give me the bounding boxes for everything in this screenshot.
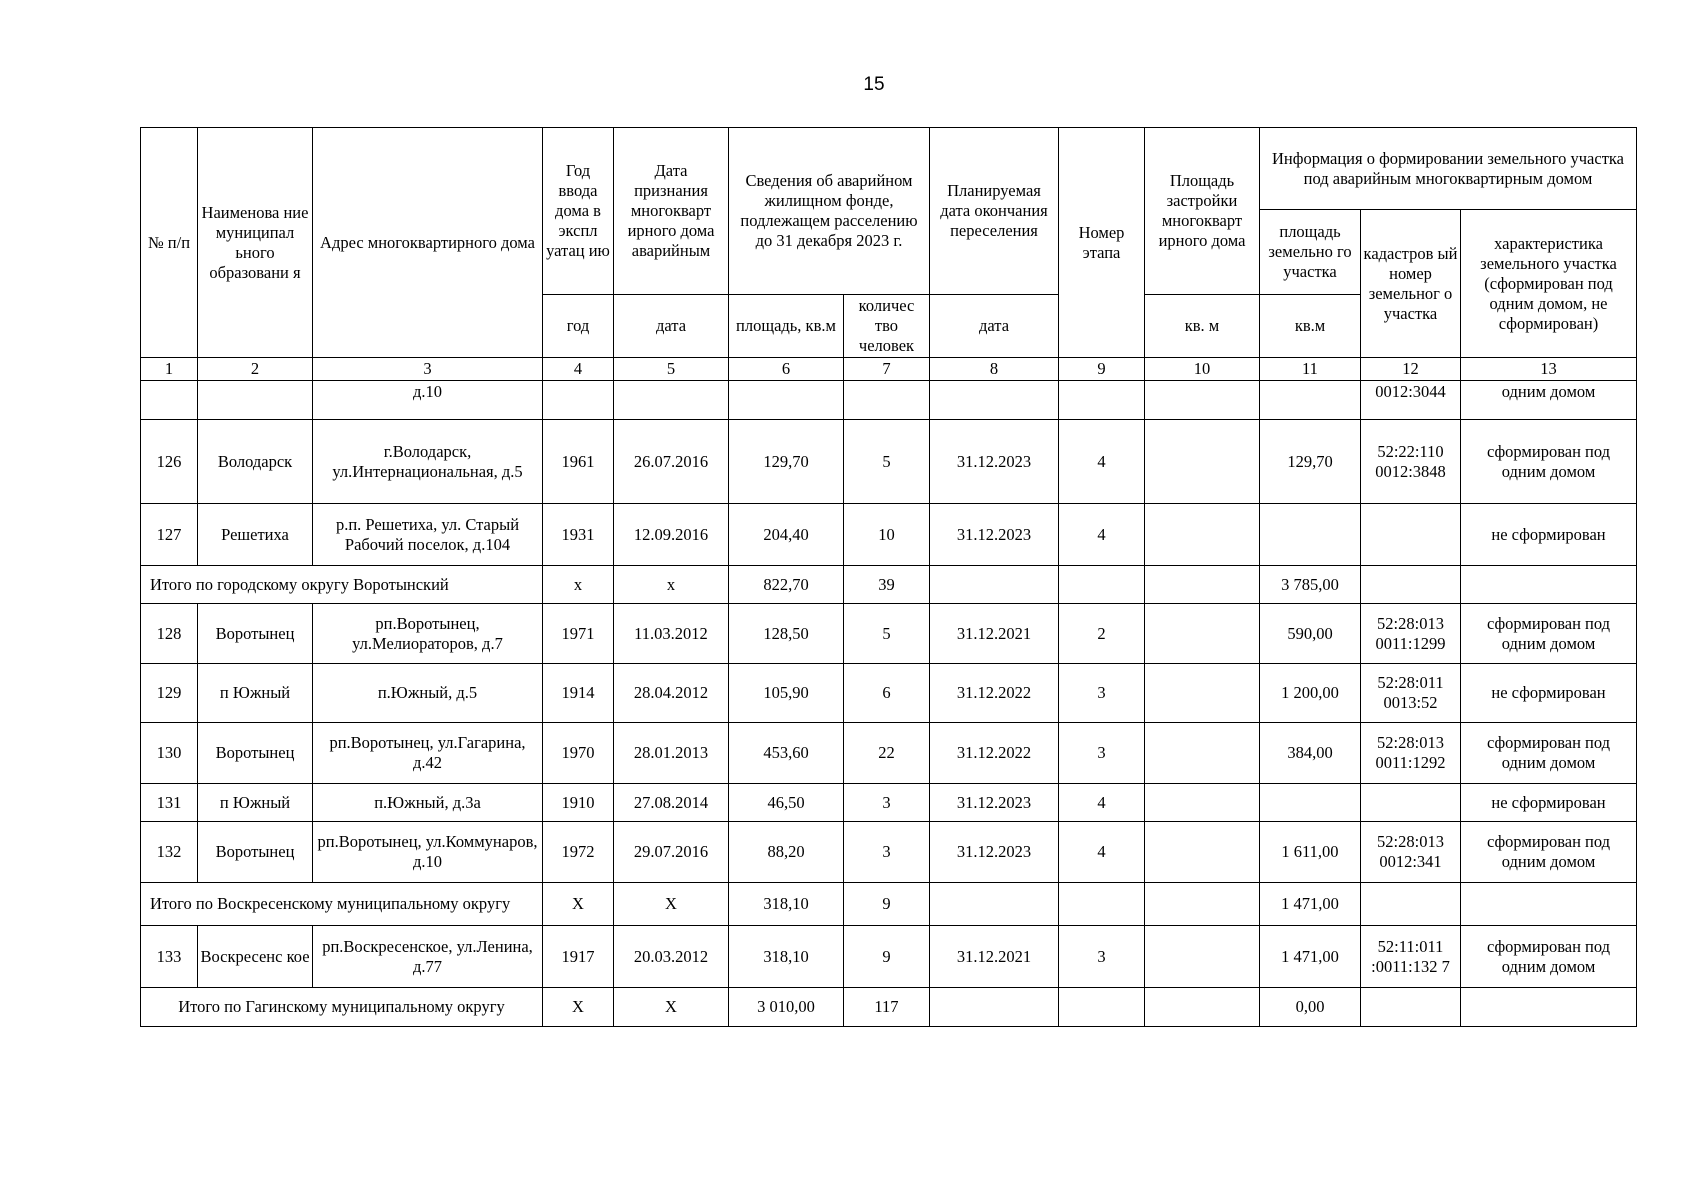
header-cell: площадь земельно го участка <box>1260 210 1361 295</box>
table-cell <box>1145 504 1260 566</box>
table-cell <box>930 988 1059 1027</box>
table-cell: рп.Воротынец, ул.Гагарина, д.42 <box>313 723 543 784</box>
table-cell: 1971 <box>543 604 614 664</box>
table-cell: одним домом <box>1461 381 1637 420</box>
header-cell: кв.м <box>1260 295 1361 358</box>
table-cell: 5 <box>844 420 930 504</box>
table-cell: 1914 <box>543 664 614 723</box>
table-cell: 129 <box>141 664 198 723</box>
table-cell: 130 <box>141 723 198 784</box>
table-cell: 1972 <box>543 822 614 883</box>
table-cell: 318,10 <box>729 883 844 926</box>
table-cell: сформирован под одним домом <box>1461 420 1637 504</box>
table-cell <box>1260 381 1361 420</box>
column-number: 11 <box>1260 358 1361 381</box>
table-cell <box>1361 883 1461 926</box>
table-cell: 28.04.2012 <box>614 664 729 723</box>
table-cell: Воротынец <box>198 723 313 784</box>
table-row <box>141 420 1637 504</box>
table-cell: п Южный <box>198 784 313 822</box>
header-cell: дата <box>930 295 1059 358</box>
table-cell: сформирован под одним домом <box>1461 822 1637 883</box>
table-cell: 129,70 <box>729 420 844 504</box>
table-cell: 131 <box>141 784 198 822</box>
header-cell: дата <box>614 295 729 358</box>
table-cell <box>1145 604 1260 664</box>
table-cell: 31.12.2023 <box>930 504 1059 566</box>
table-cell <box>543 381 614 420</box>
table-cell: 1910 <box>543 784 614 822</box>
table-cell: не сформирован <box>1461 504 1637 566</box>
table-cell: 132 <box>141 822 198 883</box>
header-cell: Информация о формировании земельного участка под аварийным многоквартирным домом <box>1260 128 1637 210</box>
table-cell <box>1145 381 1260 420</box>
table-cell: 1961 <box>543 420 614 504</box>
emergency-housing-table <box>140 127 1637 1027</box>
table-row <box>141 504 1637 566</box>
table-cell: Х <box>614 883 729 926</box>
table-cell: 6 <box>844 664 930 723</box>
header-cell: Год ввода дома в экспл уатац ию <box>543 128 614 295</box>
table-cell: 4 <box>1059 420 1145 504</box>
header-cell: площадь, кв.м <box>729 295 844 358</box>
table-cell: х <box>614 566 729 604</box>
table-cell: 0,00 <box>1260 988 1361 1027</box>
header-cell: Наименова ние муниципал ьного образовани я <box>198 128 313 358</box>
table-cell: 4 <box>1059 822 1145 883</box>
table-cell: 2 <box>1059 604 1145 664</box>
table-row <box>141 723 1637 784</box>
table-cell: 31.12.2022 <box>930 723 1059 784</box>
table-cell: Воскресенс кое <box>198 926 313 988</box>
table-cell: 5 <box>844 604 930 664</box>
table-cell: 3 <box>844 822 930 883</box>
table-cell <box>1361 988 1461 1027</box>
header-cell: Планируемая дата окончания переселения <box>930 128 1059 295</box>
column-number: 9 <box>1059 358 1145 381</box>
table-cell: 52:11:011 :0011:132 7 <box>1361 926 1461 988</box>
table-cell <box>844 381 930 420</box>
table-cell: 453,60 <box>729 723 844 784</box>
table-cell <box>1145 723 1260 784</box>
table-row <box>141 784 1637 822</box>
column-number: 3 <box>313 358 543 381</box>
table-cell: 117 <box>844 988 930 1027</box>
table-row <box>141 926 1637 988</box>
table-cell: сформирован под одним домом <box>1461 723 1637 784</box>
total-row <box>141 566 1637 604</box>
table-cell: р.п. Решетиха, ул. Старый Рабочий поселок, д.104 <box>313 504 543 566</box>
table-cell: 1 471,00 <box>1260 883 1361 926</box>
table-cell: п Южный <box>198 664 313 723</box>
column-number: 4 <box>543 358 614 381</box>
table-cell: 20.03.2012 <box>614 926 729 988</box>
table-cell <box>1059 566 1145 604</box>
table-cell: 29.07.2016 <box>614 822 729 883</box>
table-cell: 590,00 <box>1260 604 1361 664</box>
table-cell: 52:28:011 0013:52 <box>1361 664 1461 723</box>
table-cell: 4 <box>1059 504 1145 566</box>
table-row <box>141 604 1637 664</box>
column-number: 13 <box>1461 358 1637 381</box>
table-cell: 133 <box>141 926 198 988</box>
total-label: Итого по городскому округу Воротынский <box>141 566 543 604</box>
table-cell: Володарск <box>198 420 313 504</box>
table-cell <box>1059 988 1145 1027</box>
table-cell <box>1461 883 1637 926</box>
table-cell: 9 <box>844 883 930 926</box>
column-number: 8 <box>930 358 1059 381</box>
header-cell: Площадь застройки многокварт ирного дома <box>1145 128 1260 295</box>
table-cell: 52:28:013 0012:341 <box>1361 822 1461 883</box>
total-row <box>141 988 1637 1027</box>
table-row <box>141 664 1637 723</box>
header-cell: Дата признания многокварт ирного дома аварийным <box>614 128 729 295</box>
table-cell: д.10 <box>313 381 543 420</box>
table-cell: г.Володарск, ул.Интернациональная, д.5 <box>313 420 543 504</box>
header-cell: Адрес многоквартирного дома <box>313 128 543 358</box>
table-cell: рп.Воскресенское, ул.Ленина, д.77 <box>313 926 543 988</box>
table-cell: 10 <box>844 504 930 566</box>
table-cell: Воротынец <box>198 604 313 664</box>
column-number: 5 <box>614 358 729 381</box>
total-label: Итого по Воскресенскому муниципальному округу <box>141 883 543 926</box>
table-cell <box>1361 504 1461 566</box>
table-cell: рп.Воротынец, ул.Мелиораторов, д.7 <box>313 604 543 664</box>
header-cell: № п/п <box>141 128 198 358</box>
table-cell <box>1059 883 1145 926</box>
table-cell: рп.Воротынец, ул.Коммунаров, д.10 <box>313 822 543 883</box>
column-number: 6 <box>729 358 844 381</box>
column-number: 12 <box>1361 358 1461 381</box>
table-cell: 1970 <box>543 723 614 784</box>
table-cell: 3 785,00 <box>1260 566 1361 604</box>
header-cell: год <box>543 295 614 358</box>
header-cell: кв. м <box>1145 295 1260 358</box>
table-cell: 31.12.2022 <box>930 664 1059 723</box>
header-cell: характеристика земельного участка (сформирован под одним домом, не сформирован) <box>1461 210 1637 358</box>
table-cell: 11.03.2012 <box>614 604 729 664</box>
table-cell: 3 010,00 <box>729 988 844 1027</box>
table-cell: 1931 <box>543 504 614 566</box>
table-cell: 1 611,00 <box>1260 822 1361 883</box>
table-cell: 22 <box>844 723 930 784</box>
table-cell: 0012:3044 <box>1361 381 1461 420</box>
table-cell: 27.08.2014 <box>614 784 729 822</box>
table-cell: Х <box>543 883 614 926</box>
table-cell <box>1461 988 1637 1027</box>
table-cell: 384,00 <box>1260 723 1361 784</box>
table-cell: 46,50 <box>729 784 844 822</box>
table-cell: не сформирован <box>1461 664 1637 723</box>
table-cell: 128 <box>141 604 198 664</box>
table-cell: 9 <box>844 926 930 988</box>
table-cell: 52:28:013 0011:1292 <box>1361 723 1461 784</box>
table-cell <box>1145 883 1260 926</box>
table-cell: 1917 <box>543 926 614 988</box>
table-cell <box>930 381 1059 420</box>
table-cell: Решетиха <box>198 504 313 566</box>
table-cell <box>1260 784 1361 822</box>
table-cell <box>141 381 198 420</box>
table-cell: 26.07.2016 <box>614 420 729 504</box>
table-cell: 1 471,00 <box>1260 926 1361 988</box>
table-cell <box>1145 664 1260 723</box>
table-cell: 39 <box>844 566 930 604</box>
table-cell <box>1461 566 1637 604</box>
table-cell <box>198 381 313 420</box>
table-cell: сформирован под одним домом <box>1461 926 1637 988</box>
header-cell: количес тво человек <box>844 295 930 358</box>
header-row <box>141 128 1637 210</box>
page-number: 15 <box>863 74 885 95</box>
table-cell: сформирован под одним домом <box>1461 604 1637 664</box>
table-cell <box>1059 381 1145 420</box>
column-number: 10 <box>1145 358 1260 381</box>
table-cell: 88,20 <box>729 822 844 883</box>
table-cell: 129,70 <box>1260 420 1361 504</box>
table-cell: 52:28:013 0011:1299 <box>1361 604 1461 664</box>
header-cell: кадастров ый номер земельног о участка <box>1361 210 1461 358</box>
table-cell: 127 <box>141 504 198 566</box>
header-cell: Номер этапа <box>1059 128 1145 358</box>
table-cell: 204,40 <box>729 504 844 566</box>
table-cell: не сформирован <box>1461 784 1637 822</box>
table-cell <box>729 381 844 420</box>
table-cell: Воротынец <box>198 822 313 883</box>
table-cell: 31.12.2023 <box>930 784 1059 822</box>
table-cell <box>1145 420 1260 504</box>
table-row <box>141 381 1637 420</box>
table-cell: 31.12.2021 <box>930 926 1059 988</box>
table-cell: х <box>543 566 614 604</box>
total-row <box>141 883 1637 926</box>
table-cell: 126 <box>141 420 198 504</box>
table-cell: 318,10 <box>729 926 844 988</box>
table-cell: 3 <box>844 784 930 822</box>
table-cell <box>930 566 1059 604</box>
column-number-row <box>141 358 1637 381</box>
table-cell: 12.09.2016 <box>614 504 729 566</box>
table-cell: 128,50 <box>729 604 844 664</box>
table-cell <box>1145 566 1260 604</box>
table-cell <box>1260 504 1361 566</box>
table-cell: Х <box>614 988 729 1027</box>
table-cell: 1 200,00 <box>1260 664 1361 723</box>
table-cell <box>930 883 1059 926</box>
table-cell: 3 <box>1059 664 1145 723</box>
table-cell: 4 <box>1059 784 1145 822</box>
table-cell: п.Южный, д.3а <box>313 784 543 822</box>
column-number: 2 <box>198 358 313 381</box>
table-cell <box>1145 988 1260 1027</box>
table-cell: 822,70 <box>729 566 844 604</box>
header-cell: Сведения об аварийном жилищном фонде, подлежащем расселению до 31 декабря 2023 г. <box>729 128 930 295</box>
table-cell <box>1361 566 1461 604</box>
table-cell <box>614 381 729 420</box>
table-cell: п.Южный, д.5 <box>313 664 543 723</box>
table-cell <box>1145 926 1260 988</box>
table-cell: 31.12.2023 <box>930 420 1059 504</box>
table-cell: 31.12.2023 <box>930 822 1059 883</box>
table-cell: 105,90 <box>729 664 844 723</box>
column-number: 7 <box>844 358 930 381</box>
total-label: Итого по Гагинскому муниципальному округу <box>141 988 543 1027</box>
table-row <box>141 822 1637 883</box>
table-cell: 3 <box>1059 723 1145 784</box>
column-number: 1 <box>141 358 198 381</box>
table-cell <box>1145 822 1260 883</box>
table-cell <box>1145 784 1260 822</box>
table-cell: 52:22:110 0012:3848 <box>1361 420 1461 504</box>
table-cell: 28.01.2013 <box>614 723 729 784</box>
table-cell: 3 <box>1059 926 1145 988</box>
table-cell: Х <box>543 988 614 1027</box>
table-cell <box>1361 784 1461 822</box>
table-cell: 31.12.2021 <box>930 604 1059 664</box>
